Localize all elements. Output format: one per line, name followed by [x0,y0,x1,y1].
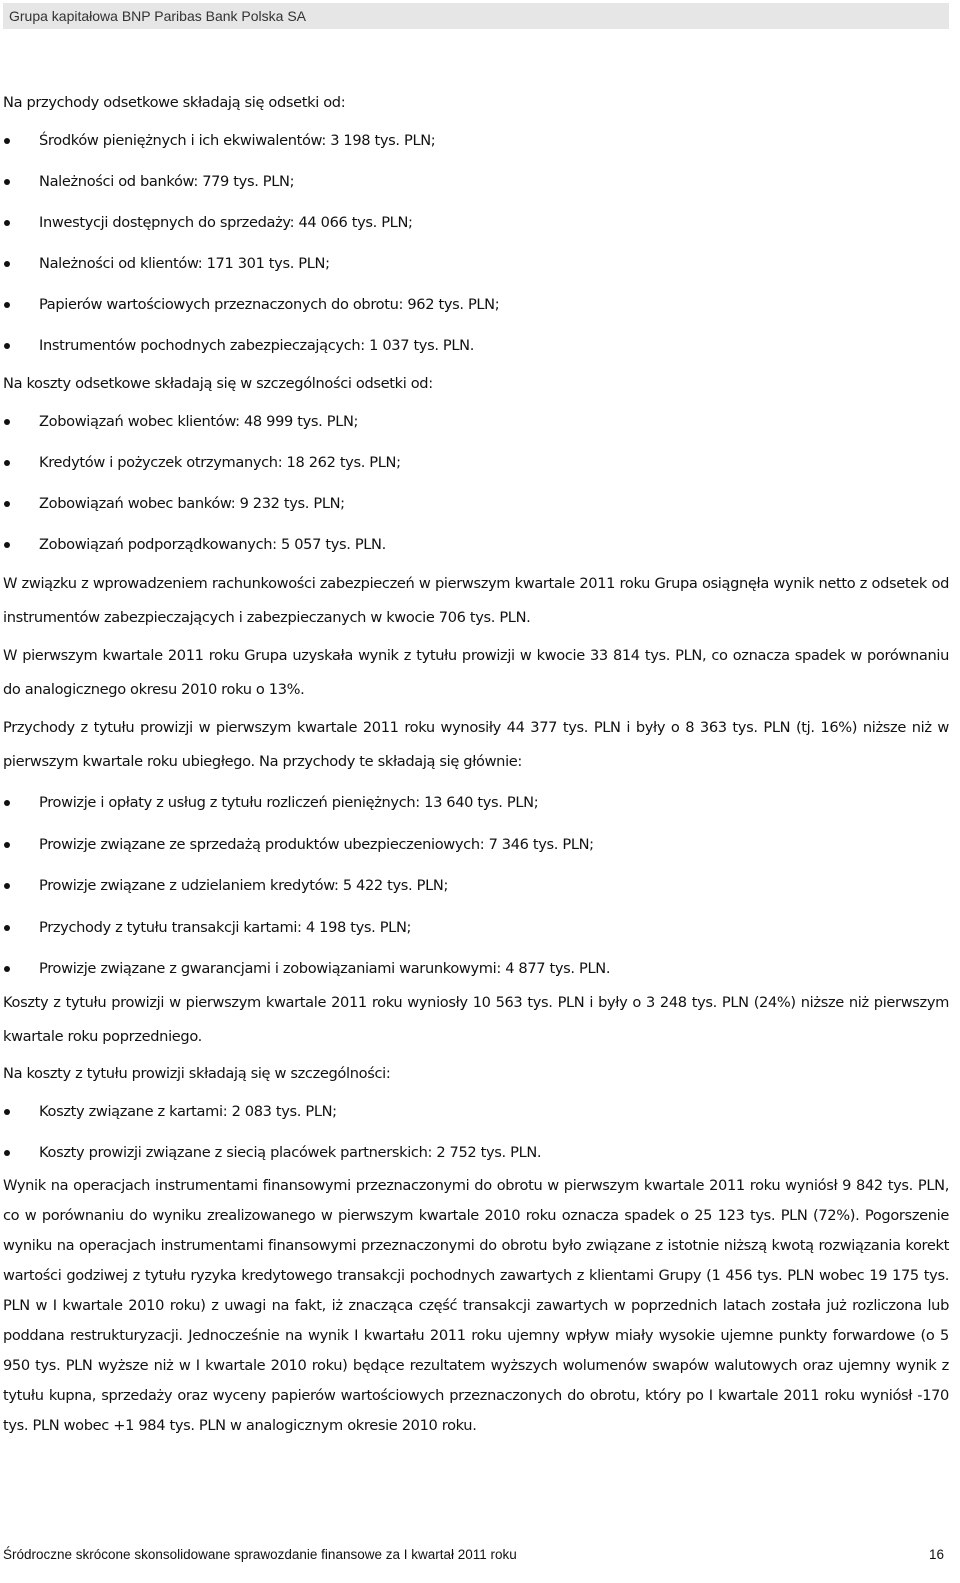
bullet-icon [4,842,10,848]
list-item: Przychody z tytułu transakcji kartami: 4 198 tys. PLN; [3,918,949,960]
footer-title: Śródroczne skrócone skonsolidowane sprawozdanie finansowe za I kwartał 2011 roku [3,1547,517,1562]
list-item: Prowizje związane ze sprzedażą produktów ubezpieczeniowych: 7 346 tys. PLN; [3,835,949,877]
header-title: Grupa kapitałowa BNP Paribas Bank Polska SA [9,8,307,24]
interest-income-intro: Na przychody odsetkowe składają się odsetki od: [3,94,346,111]
bullet-icon [4,542,10,548]
commission-cost-intro: Na koszty z tytułu prowizji składają się w szczególności: [3,1065,391,1082]
list-item: Koszty prowizji związane z siecią placówek partnerskich: 2 752 tys. PLN. [3,1143,949,1171]
list-item: Papierów wartościowych przeznaczonych do obrotu: 962 tys. PLN; [3,295,949,336]
commission-income-paragraph: Przychody z tytułu prowizji w pierwszym kwartale 2011 roku wynosiły 44 377 tys. PLN i były o 8 363 tys. PLN (tj. 16%) niższe niż w pierwszym kwartale roku ubiegłego. Na przychody te składają się głównie: [3,719,949,770]
list-item: Należności od banków: 779 tys. PLN; [3,172,949,213]
list-item: Kredytów i pożyczek otrzymanych: 18 262 tys. PLN; [3,453,949,494]
commission-cost-list [3,1102,949,1171]
list-item: Należności od klientów: 171 301 tys. PLN; [3,254,949,295]
page-header [3,3,949,29]
interest-cost-list [3,412,949,567]
bullet-icon [4,1109,10,1115]
list-item: Prowizje związane z gwarancjami i zobowiązaniami warunkowymi: 4 877 tys. PLN. [3,959,949,986]
bullet-icon [4,883,10,889]
commission-cost-paragraph: Koszty z tytułu prowizji w pierwszym kwartale 2011 roku wyniosły 10 563 tys. PLN i były o 3 248 tys. PLN (24%) niższe niż pierwszym kwartale roku poprzedniego. [3,994,949,1045]
bullet-icon [4,460,10,466]
bullet-icon [4,343,10,349]
interest-income-list [3,131,949,374]
commission-income-list [3,793,949,986]
interest-cost-intro: Na koszty odsetkowe składają się w szczególności odsetki od: [3,375,433,392]
bullet-icon [4,925,10,931]
bullet-icon [4,138,10,144]
bullet-icon [4,419,10,425]
list-item: Koszty związane z kartami: 2 083 tys. PLN; [3,1102,949,1143]
bullet-icon [4,800,10,806]
bullet-icon [4,1150,10,1156]
bullet-icon [4,179,10,185]
list-item: Zobowiązań podporządkowanych: 5 057 tys. PLN. [3,535,949,567]
trading-result-paragraph: Wynik na operacjach instrumentami finansowymi przeznaczonymi do obrotu w pierwszym kwartale 2011 roku wyniósł 9 842 tys. PLN, co w porównaniu do wyniku zrealizowanego w pierwszym kwartale 2010 roku oznacza spadek o 25 123 tys. PLN (72%). Pogorszenie wyniku na operacjach instrumentami finansowymi przeznaczonymi do obrotu było związane z istotnie niższą kwotą rozwiązania korekt wartości godziwej z tytułu ryzyka kredytowego transakcji pochodnych zawartych z klientami Grupy (1 456 tys. PLN wobec 19 175 tys. PLN w I kwartale 2010 roku) z uwagi na fakt, iż znacząca część transakcji zawartych w poprzednich latach została już rozliczona lub poddana restrukturyzacji. Jednocześnie na wynik I kwartału 2011 roku ujemny wpływ miały wysokie ujemne punkty forwardowe (o 5 950 tys. PLN wyższe niż w I kwartale 2010 roku) będące rezultatem wyższych wolumenów swapów walutowych oraz ujemny wynik z tytułu kupna, sprzedaży oraz wyceny papierów wartościowych przeznaczonych do obrotu, który po I kwartale 2011 roku wyniósł -170 tys. PLN wobec +1 984 tys. PLN w analogicznym okresie 2010 roku. [3,1177,949,1434]
list-item: Instrumentów pochodnych zabezpieczających: 1 037 tys. PLN. [3,336,949,374]
list-item: Inwestycji dostępnych do sprzedaży: 44 066 tys. PLN; [3,213,949,254]
list-item: Środków pieniężnych i ich ekwiwalentów: 3 198 tys. PLN; [3,131,949,172]
bullet-icon [4,220,10,226]
document-body [3,93,949,1455]
list-item: Zobowiązań wobec klientów: 48 999 tys. PLN; [3,412,949,453]
commission-result-paragraph: W pierwszym kwartale 2011 roku Grupa uzyskała wynik z tytułu prowizji w kwocie 33 814 tys. PLN, co oznacza spadek w porównaniu do analogicznego okresu 2010 roku o 13%. [3,647,949,698]
bullet-icon [4,261,10,267]
bullet-icon [4,302,10,308]
bullet-icon [4,501,10,507]
hedge-accounting-paragraph: W związku z wprowadzeniem rachunkowości zabezpieczeń w pierwszym kwartale 2011 roku Grupa osiągnęła wynik netto z odsetek od instrumentów zabezpieczających i zabezpieczanych w kwocie 706 tys. PLN. [3,575,949,626]
bullet-icon [4,966,10,972]
list-item: Prowizje związane z udzielaniem kredytów: 5 422 tys. PLN; [3,876,949,918]
list-item: Zobowiązań wobec banków: 9 232 tys. PLN; [3,494,949,535]
page-number: 16 [928,1547,944,1562]
list-item: Prowizje i opłaty z usług z tytułu rozliczeń pieniężnych: 13 640 tys. PLN; [3,793,949,835]
